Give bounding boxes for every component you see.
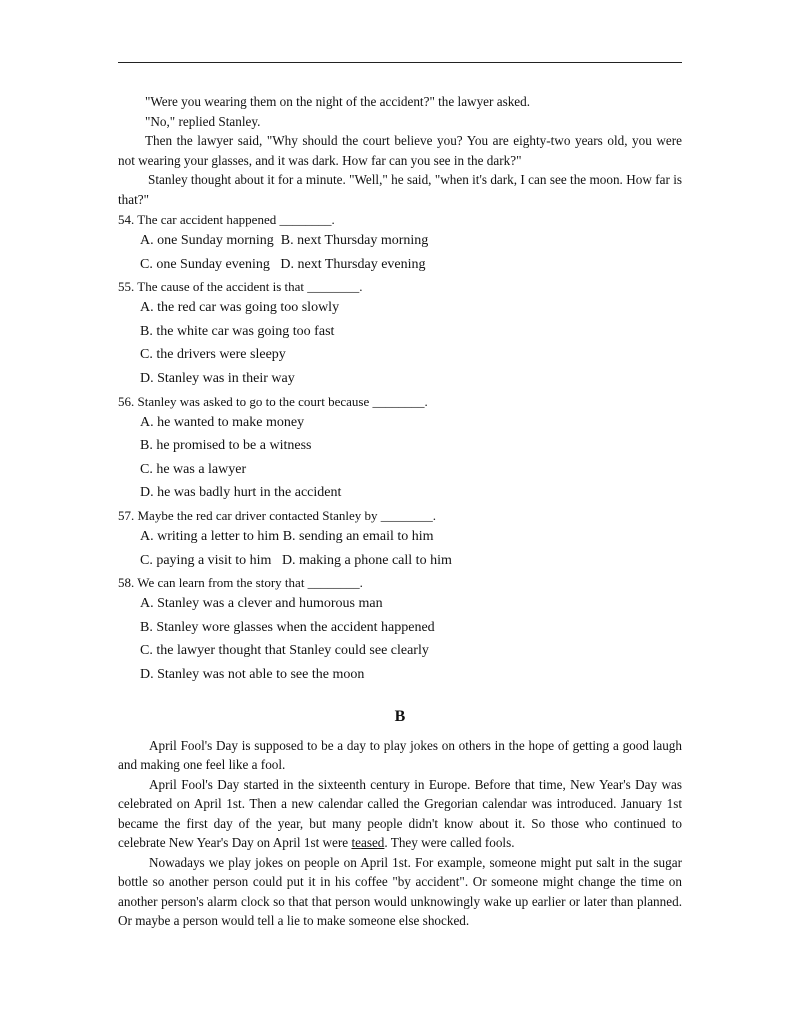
question-stem: 58. We can learn from the story that ________.: [118, 575, 363, 591]
passage-paragraph: [118, 775, 682, 853]
option-b: B. Stanley wore glasses when the accident happened: [140, 619, 435, 635]
document-body: [118, 92, 682, 931]
header-rule: [118, 62, 682, 63]
story-paragraph: Stanley thought about it for a minute. "Well," he said, "when it's dark, I can see the moon. How far is that?": [118, 172, 682, 207]
story-paragraph: Then the lawyer said, "Why should the court believe you? You are eighty-two years old, you were not wearing your glasses, and it was dark. How far can you see in the dark?": [118, 133, 682, 168]
option-a: A. the red car was going too slowly: [140, 300, 340, 316]
option-a: A. he wanted to make money: [140, 414, 305, 430]
story-paragraph: "No," replied Stanley.: [145, 113, 261, 129]
question-55: [118, 277, 682, 390]
question-58: [118, 573, 682, 686]
option-row: A. writing a letter to him B. sending an email to him: [140, 528, 434, 544]
option-row: A. one Sunday morning B. next Thursday morning: [140, 233, 429, 248]
option-b: B. he promised to be a witness: [140, 438, 312, 454]
option-c: C. the drivers were sleepy: [140, 347, 286, 363]
question-57: [118, 506, 682, 572]
passage-paragraph: Nowadays we play jokes on people on April 1st. For example, someone might put salt in the sugar bottle so another person could put it in his coffee "by accident". Or someone might change the time on another person's alarm clock so that that person would unknowingly wake up earlier or later than planned. Or maybe a person would tell a lie to make someone else shocked.: [118, 854, 682, 928]
option-d: D. Stanley was in their way: [140, 370, 295, 386]
story-paragraph: "Were you wearing them on the night of the accident?" the lawyer asked.: [145, 94, 531, 109]
option-row: C. one Sunday evening D. next Thursday evening: [140, 256, 426, 272]
question-stem: 54. The car accident happened ________.: [118, 212, 335, 227]
option-d: D. he was badly hurt in the accident: [140, 485, 342, 501]
question-54: [118, 210, 682, 276]
question-stem: 55. The cause of the accident is that ________.: [118, 279, 363, 295]
underlined-word: teased: [351, 835, 385, 850]
option-row: C. paying a visit to him D. making a phone call to him: [140, 552, 452, 568]
passage-text: . They were called fools.: [384, 835, 515, 850]
section-heading: B: [394, 707, 406, 725]
option-b: B. the white car was going too fast: [140, 323, 335, 339]
question-56: [118, 392, 682, 505]
passage-paragraph: April Fool's Day is supposed to be a day to play jokes on others in the hope of getting a good laugh and making one feel like a fool.: [118, 737, 682, 772]
question-stem: 56. Stanley was asked to go to the court because ________.: [118, 393, 428, 409]
option-d: D. Stanley was not able to see the moon: [140, 666, 365, 682]
option-c: C. he was a lawyer: [140, 461, 247, 477]
option-c: C. the lawyer thought that Stanley could see clearly: [140, 643, 429, 659]
passage-text: April Fool's Day started in the sixteenth century in Europe. Before that time, New Year's Day was celebrated on April 1st. Then a new calendar called the Gregorian calendar was introduced. January 1st became the first day of the year, but many people didn't know about it. So those who continued to celebrate New Year's Day on April 1st were: [118, 776, 682, 850]
option-a: A. Stanley was a clever and humorous man: [140, 596, 383, 612]
question-stem: 57. Maybe the red car driver contacted Stanley by ________.: [118, 507, 437, 523]
